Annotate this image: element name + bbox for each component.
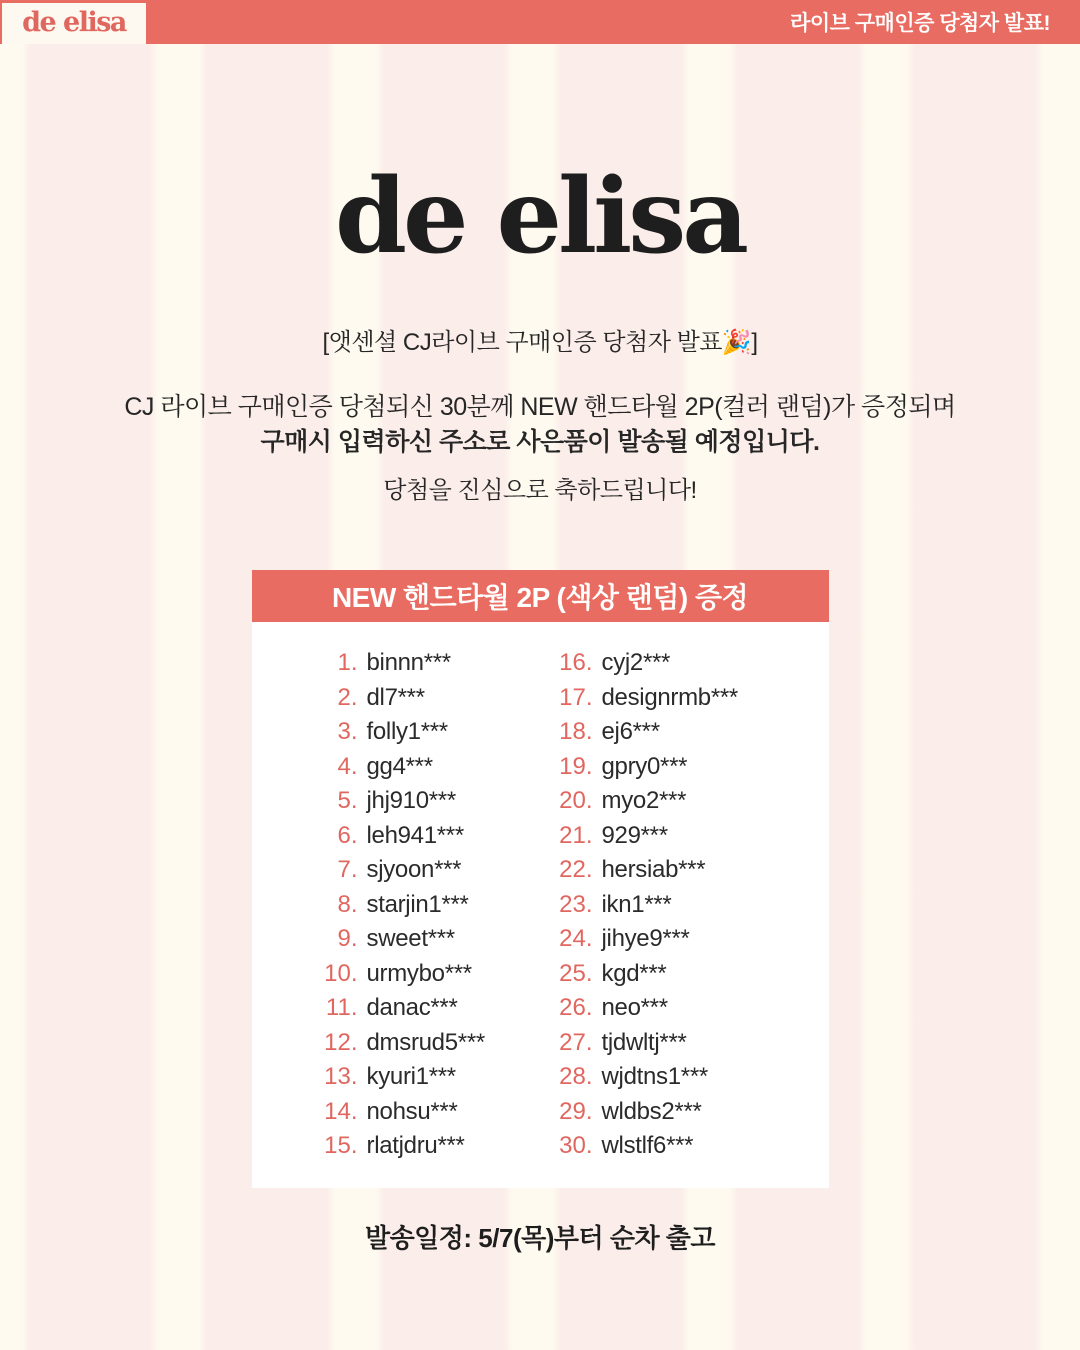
announcement-content [0,156,1080,1254]
body-line-2: 구매시 입력하신 주소로 사은품이 발송될 예정입니다. [260,428,820,456]
winner-number: 8. [337,890,358,918]
winner-name: danac*** [366,994,458,1022]
winner-row [310,784,545,819]
winner-row [310,750,545,785]
winners-column-1 [310,646,545,1164]
winner-name: binnn*** [366,649,451,677]
winner-row [310,1060,545,1095]
winner-row [310,1026,545,1061]
winner-number: 29. [559,1097,593,1125]
winner-number: 14. [324,1097,358,1125]
winner-number: 24. [559,925,593,953]
winner-name: kgd*** [601,959,667,987]
winner-number: 23. [559,890,593,918]
congrats-text: 당첨을 진심으로 축하드립니다! [383,477,697,504]
winner-name: designrmb*** [601,683,738,711]
winner-number: 28. [559,1063,593,1091]
winner-name: sjyoon*** [366,856,462,884]
winner-number: 11. [325,994,358,1022]
winner-name: tjdwltj*** [601,1028,687,1056]
winner-row [310,646,545,681]
winners-card [252,570,829,1188]
announcement-subtitle: [앳센셜 CJ라이브 구매인증 당첨자 발표🎉] [322,329,758,356]
winner-row [310,681,545,716]
winner-number: 10. [324,959,358,987]
winner-name: wlstlf6*** [601,1132,694,1160]
winner-name: dl7*** [366,683,425,711]
winner-row [545,646,738,681]
winner-number: 18. [559,718,593,746]
winner-number: 3. [337,718,358,746]
winner-name: urmybo*** [366,959,472,987]
winner-name: gpry0*** [601,752,688,780]
winner-number: 27. [559,1028,593,1056]
winner-name: neo*** [601,994,668,1022]
winner-row [545,1129,738,1164]
topbar-title: 라이브 구매인증 당첨자 발표! [790,12,1050,35]
winner-number: 6. [337,821,358,849]
winner-row [545,681,738,716]
winner-row [310,991,545,1026]
winner-name: leh941*** [366,821,464,849]
winner-number: 25. [559,959,593,987]
winner-number: 22. [559,856,593,884]
winner-row [545,1095,738,1130]
winner-name: nohsu*** [366,1097,458,1125]
winner-name: myo2*** [601,787,687,815]
winner-row [310,715,545,750]
winner-row [310,853,545,888]
winner-number: 26. [559,994,593,1022]
winner-row [310,1095,545,1130]
body-line-1: CJ 라이브 구매인증 당첨되신 30분께 NEW 핸드타월 2P(컬러 랜덤)가 증정되며 [124,393,956,421]
winner-number: 5. [337,787,358,815]
winner-name: starjin1*** [366,890,469,918]
winner-number: 2. [337,683,358,711]
winner-number: 15. [324,1132,358,1160]
announcement-body [0,390,1080,460]
winner-row [310,1129,545,1164]
winner-row [545,991,738,1026]
winner-row [545,784,738,819]
winner-number: 9. [337,925,358,953]
brand-logo-box [2,3,146,44]
winner-number: 16. [559,649,593,677]
winner-row [310,922,545,957]
winner-name: sweet*** [366,925,455,953]
winner-number: 1. [337,649,358,677]
winner-name: jihye9*** [601,925,690,953]
winner-number: 17. [559,683,593,711]
winner-number: 19. [559,752,593,780]
winner-row [310,957,545,992]
brand-logo-text: de elisa [22,6,126,38]
winner-name: kyuri1*** [366,1063,456,1091]
winner-row [545,1060,738,1095]
winner-row [545,853,738,888]
winner-name: ikn1*** [601,890,672,918]
winner-name: jhj910*** [366,787,456,815]
brand-wordmark: de elisa [335,156,745,277]
winner-number: 30. [559,1132,593,1160]
winner-number: 13. [324,1063,358,1091]
winners-column-2 [545,646,738,1164]
winner-name: gg4*** [366,752,433,780]
winner-row [545,888,738,923]
winner-row [545,715,738,750]
winners-list [252,622,829,1188]
winner-row [545,922,738,957]
winner-number: 20. [559,787,593,815]
winner-row [545,957,738,992]
shipping-schedule: 발송일정: 5/7(목)부터 순차 출고 [364,1222,716,1253]
card-header: NEW 핸드타월 2P (색상 랜덤) 증정 [252,570,829,622]
winner-row [545,750,738,785]
winner-number: 7. [337,856,358,884]
winner-row [310,819,545,854]
winner-name: cyj2*** [601,649,671,677]
winner-number: 12. [324,1028,358,1056]
winner-name: hersiab*** [601,856,706,884]
winner-number: 21. [559,821,593,849]
winner-name: dmsrud5*** [366,1028,485,1056]
winner-name: wjdtns1*** [601,1063,708,1091]
winner-row [545,819,738,854]
winner-name: rlatjdru*** [366,1132,465,1160]
winner-name: wldbs2*** [601,1097,702,1125]
winner-row [545,1026,738,1061]
topbar [0,0,1080,44]
winner-name: 929*** [601,821,668,849]
winner-name: folly1*** [366,718,448,746]
winner-number: 4. [337,752,358,780]
winner-row [310,888,545,923]
winner-name: ej6*** [601,718,660,746]
